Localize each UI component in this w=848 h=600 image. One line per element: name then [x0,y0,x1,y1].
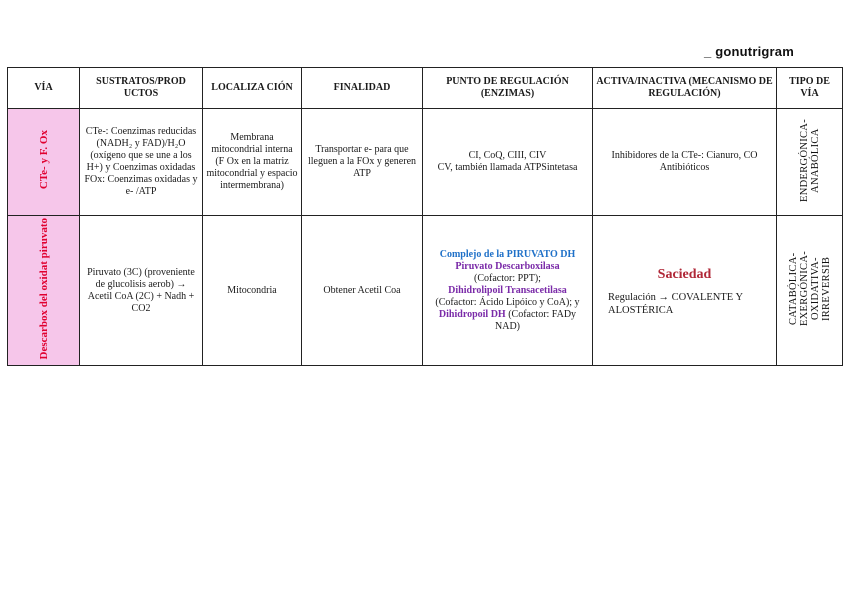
watermark: _ gonutrigram [704,44,794,59]
header-punto-regulacion: PUNTO DE REGULACIÓN (ENZIMAS) [423,68,593,109]
tipo-via-label: CATABÓLICA- EXERGÓNICA- OXIDATIVA- IRREVERSIB [787,251,832,327]
metabolic-pathways-table [7,67,843,366]
dihidropoil-dh: Dihidropoil DH [438,308,506,320]
piruvato-descarboxilasa: Piruvato Descarboxilasa [455,260,560,272]
sustratos-cell: Piruvato (3C) (proveniente de glucolisis aerob) → Acetil CoA (2C) + Nadh + CO2 [80,216,203,366]
tipo-via-cell [777,216,843,366]
header-sustratos: SUSTRATOS/PROD UCTOS [80,68,203,109]
header-localizacion: LOCALIZA CIÓN [203,68,302,109]
via-label: CTe- y F. Ox [37,130,50,190]
via-cell [8,216,80,366]
header-activa-inactiva: ACTIVA/INACTIVA (MECANISMO DE REGULACIÓN) [593,68,777,109]
tipo-via-cell [777,109,843,216]
header-via: VÍA [8,68,80,109]
localizacion-cell: Mitocondria [203,216,302,366]
punto-regulacion-cell: CI, CoQ, CIII, CIV CV, también llamada ATPSintetasa [423,109,593,216]
tipo-via-label: ENDERGÓNICA- ANABÓLICA [798,118,821,202]
finalidad-cell: Obtener Acetil Coa [302,216,423,366]
dihidrolipoil-transacetilasa: Dihidrolipoil Transacetilasa [448,284,567,296]
sustratos-cell: CTe-: Coenzimas reducidas (NADH₂ y FAD)/H₂O (oxígeno que se une a los H+) y Coenzimas oxidadas FOx: Coenzimas oxidadas y e- /ATP [80,109,203,216]
header-tipo-via: TIPO DE VÍA [777,68,843,109]
via-cell [8,109,80,216]
cofactor-3: (Cofactor: FADy NAD) [495,308,577,332]
cofactor-1: (Cofactor: PPT); [474,272,541,284]
via-label: Descarbox del oxidat piruvato [37,218,50,360]
activa-inactiva-cell [593,216,777,366]
activa-inactiva-cell: Inhibidores de la CTe-: Cianuro, CO Antibióticos [593,109,777,216]
table-row [8,109,843,216]
cofactor-2: (Cofactor: Ácido Lipóico y CoA); y [435,296,580,308]
complejo-piruvato-dh: Complejo de la PIRUVATO DH [439,248,576,260]
table-row [8,216,843,366]
regulacion-text: Regulación → COVALENTE Y ALOSTÉRICA [608,291,743,316]
localizacion-cell: Membrana mitocondrial interna (F Ox en la matriz mitocondrial y espacio intermembrana) [203,109,302,216]
punto-regulacion-cell [423,216,593,366]
header-row [8,68,843,109]
finalidad-cell: Transportar e- para que lleguen a la FOx y generen ATP [302,109,423,216]
saciedad-label: Saciedad [657,266,712,282]
header-finalidad: FINALIDAD [302,68,423,109]
